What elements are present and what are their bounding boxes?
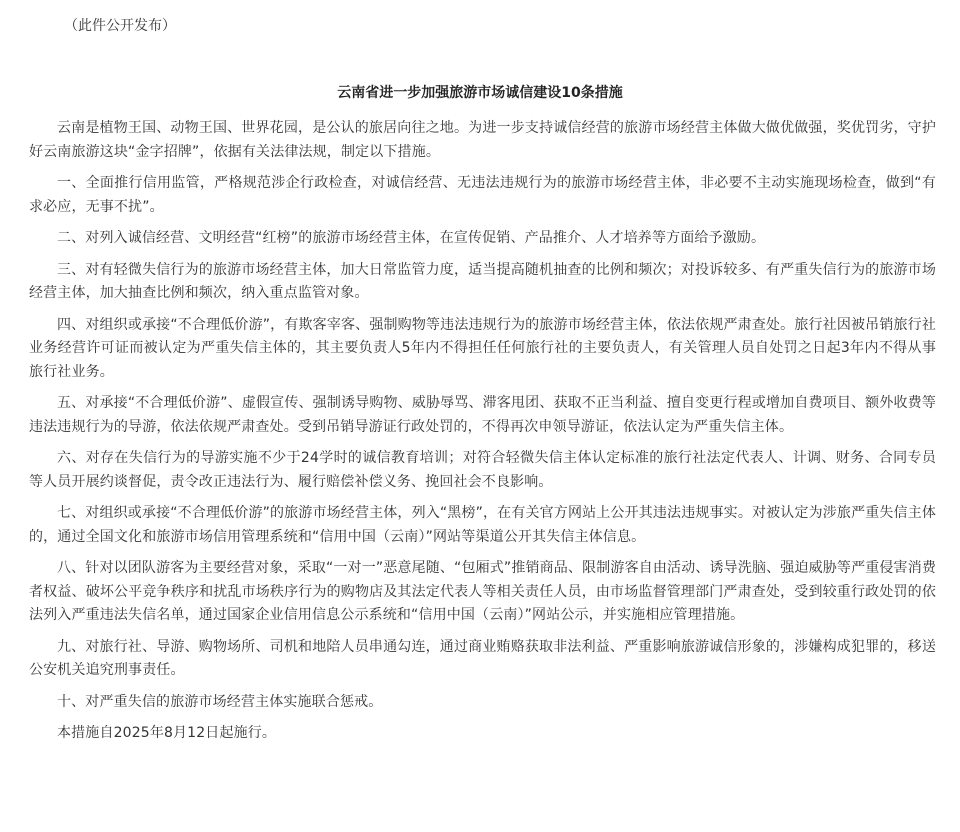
paragraph-measure-5: 五、对承接“不合理低价游”、虚假宣传、强制诱导购物、威胁辱骂、滞客甩团、获取不正当利益、擅自变更行程或增加自费项目、额外收费等违法违规行为的导游，依法依规严肃查处。受到吊销导游证行政处罚的，不得再次申领导游证，依法认定为严重失信主体。 (29, 395, 936, 435)
paragraph-measure-3: 三、对有轻微失信行为的旅游市场经营主体，加大日常监管力度，适当提高随机抽查的比例和频次；对投诉较多、有严重失信行为的旅游市场经营主体，加大抽查比例和频次，纳入重点监管对象。 (29, 261, 936, 301)
paragraph-measure-4: 四、对组织或承接“不合理低价游”，有欺客宰客、强制购物等违法违规行为的旅游市场经营主体，依法依规严肃查处。旅行社因被吊销旅行社业务经营许可证而被认定为严重失信主体的，其主要负责人5年内不得担任任何旅行社的主要负责人，有关管理人员自处罚之日起3年内不得从事旅行社业务。 (29, 316, 936, 380)
paragraph-measure-7: 七、对组织或承接“不合理低价游”的旅游市场经营主体，列入“黑榜”，在有关官方网站上公开其违法违规事实。对被认定为涉旅严重失信主体的，通过全国文化和旅游市场信用管理系统和“信用中国（云南）”网站等渠道公开其失信主体信息。 (29, 505, 936, 545)
document-title: 云南省进一步加强旅游市场诚信建设10条措施 (337, 85, 623, 101)
paragraph-measure-1: 一、全面推行信用监管，严格规范涉企行政检查，对诚信经营、无违法违规行为的旅游市场经营主体，非必要不主动实施现场检查，做到“有求必应，无事不扰”。 (29, 175, 936, 215)
paragraph-measure-6: 六、对存在失信行为的导游实施不少于24学时的诚信教育培训；对符合轻微失信主体认定标准的旅行社法定代表人、计调、财务、合同专员等人员开展约谈督促，责令改正违法行为、履行赔偿补偿义务、挽回社会不良影响。 (29, 450, 936, 490)
paragraph-measure-10: 十、对严重失信的旅游市场经营主体实施联合惩戒。 (57, 693, 383, 710)
publication-notice: （此件公开发布） (64, 18, 176, 34)
paragraph-measure-2: 二、对列入诚信经营、文明经营“红榜”的旅游市场经营主体，在宣传促销、产品推介、人才培养等方面给予激励。 (57, 230, 766, 246)
paragraph-intro: 云南是植物王国、动物王国、世界花园，是公认的旅居向往之地。为进一步支持诚信经营的旅游市场经营主体做大做优做强，奖优罚劣，守护好云南旅游这块“金字招牌”，依据有关法律法规，制定以下措施。 (29, 120, 936, 160)
paragraph-measure-9: 九、对旅行社、导游、购物场所、司机和地陪人员串通勾连，通过商业贿赂获取非法利益、严重影响旅游诚信形象的，涉嫌构成犯罪的，移送公安机关追究刑事责任。 (29, 638, 936, 678)
paragraph-effective-date: 本措施自2025年8月12日起施行。 (57, 725, 277, 741)
document-body (29, 117, 936, 746)
paragraph-measure-8: 八、针对以团队游客为主要经营对象，采取“一对一”恶意尾随、“包厢式”推销商品、限制游客自由活动、诱导洗脑、强迫威胁等严重侵害消费者权益、破坏公平竞争秩序和扰乱市场秩序行为的购物店及其法定代表人等相关责任人员，由市场监督管理部门严肃查处，受到较重行政处罚的依法列入严重违法失信名单，通过国家企业信用信息公示系统和“信用中国（云南）”网站公示，并实施相应管理措施。 (29, 560, 936, 623)
